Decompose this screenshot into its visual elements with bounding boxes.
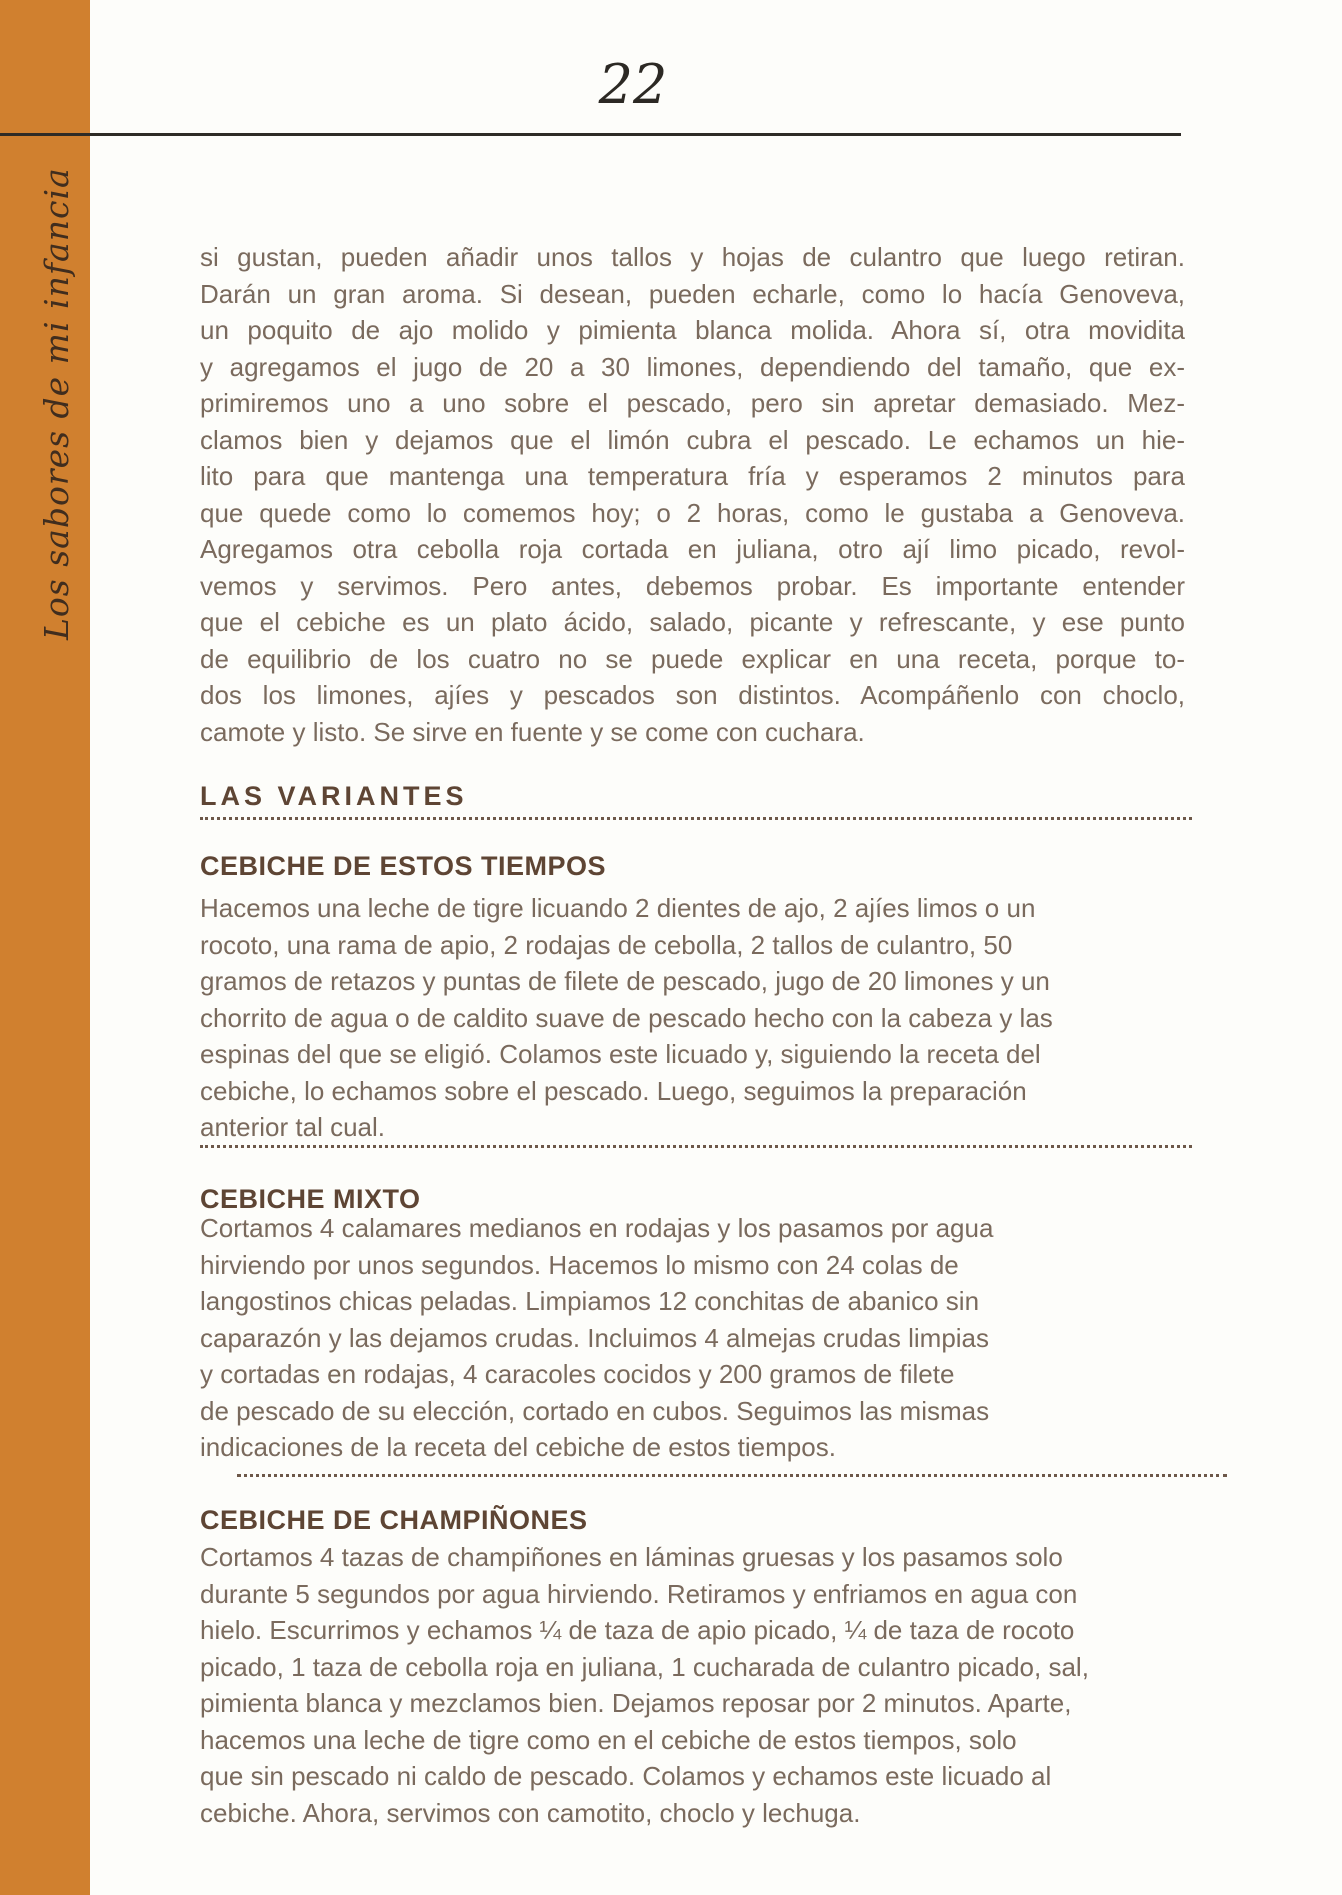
text-line: si gustan, pueden añadir unos tallos y hojas de culantro que luego retiran. (200, 242, 1185, 272)
text-line: que quede como lo comemos hoy; o 2 horas, como le gustaba a Genoveva. (200, 497, 1185, 528)
text-line: clamos bien y dejamos que el limón cubra el pescado. Le echamos un hie- (200, 424, 1185, 455)
text-line: anterior tal cual. (200, 1112, 385, 1142)
text-line: gramos de retazos y puntas de filete de pescado, jugo de 20 limones y un (200, 966, 1050, 996)
text-line: vemos y servimos. Pero antes, debemos probar. Es importante entender (200, 570, 1185, 601)
text-line: que el cebiche es un plato ácido, salado, picante y refrescante, y ese punto (200, 607, 1185, 637)
section-heading-las-variantes: LAS VARIANTES (200, 781, 468, 811)
text-line: cebiche. Ahora, servimos con camotito, choclo y lechuga. (200, 1797, 861, 1828)
text-line: langostinos chicas peladas. Limpiamos 12 conchitas de abanico sin (200, 1286, 980, 1316)
cebiche-mixto-paragraph (200, 1210, 1185, 1466)
text-line: Agregamos otra cebolla roja cortada en juliana, otro ají limo picado, revol- (200, 534, 1185, 564)
intro-paragraph (200, 239, 1185, 750)
text-line: camote y listo. Se sirve en fuente y se come con cuchara. (200, 716, 865, 747)
text-line: que sin pescado ni caldo de pescado. Colamos y echamos este licuado al (200, 1761, 1052, 1791)
page-number: 22 (598, 53, 668, 116)
dotted-divider (200, 817, 1192, 820)
text-line: Darán un gran aroma. Si desean, pueden echarle, como lo hacía Genoveva, (200, 278, 1185, 309)
text-line: de pescado de su elección, cortado en cubos. Seguimos las mismas (200, 1395, 990, 1426)
section-heading-cebiche-de-estos-tiempos: CEBICHE DE ESTOS TIEMPOS (200, 851, 607, 881)
dotted-divider (200, 1145, 1192, 1148)
cebiche-estos-tiempos-paragraph (200, 890, 1185, 1146)
chapter-title-vertical: Los sabores de mi infancia (37, 167, 76, 640)
cebiche-champinones-paragraph (200, 1539, 1185, 1831)
text-line: y cortadas en rodajas, 4 caracoles cocidos y 200 gramos de filete (200, 1359, 955, 1389)
section-heading-cebiche-mixto: CEBICHE MIXTO (200, 1184, 421, 1214)
text-line: Hacemos una leche de tigre licuando 2 dientes de ajo, 2 ajíes limos o un (200, 893, 1036, 923)
text-line: Cortamos 4 tazas de champiñones en láminas gruesas y los pasamos solo (200, 1542, 1063, 1572)
text-line: indicaciones de la receta del cebiche de estos tiempos. (200, 1432, 836, 1462)
text-line: dos los limones, ajíes y pescados son distintos. Acompáñenlo con choclo, (200, 680, 1185, 710)
text-line: hirviendo por unos segundos. Hacemos lo mismo con 24 colas de (200, 1249, 959, 1280)
text-line: primiremos uno a uno sobre el pescado, pero sin apretar demasiado. Mez- (200, 388, 1185, 418)
text-line: chorrito de agua o de caldito suave de pescado hecho con la cabeza y las (200, 1002, 1053, 1033)
text-line: hacemos una leche de tigre como en el cebiche de estos tiempos, solo (200, 1724, 1017, 1755)
text-line: hielo. Escurrimos y echamos ¼ de taza de apio picado, ¼ de taza de rocoto (200, 1615, 1075, 1645)
text-line: Cortamos 4 calamares medianos en rodajas y los pasamos por agua (200, 1213, 994, 1243)
text-line: picado, 1 taza de cebolla roja en juliana, 1 cucharada de culantro picado, sal, (200, 1651, 1089, 1682)
text-line: rocoto, una rama de apio, 2 rodajas de cebolla, 2 tallos de culantro, 50 (200, 929, 1013, 960)
section-heading-cebiche-de-champinones: CEBICHE DE CHAMPIÑONES (200, 1505, 588, 1535)
text-line: pimienta blanca y mezclamos bien. Dejamos reposar por 2 minutos. Aparte, (200, 1688, 1072, 1718)
text-line: cebiche, lo echamos sobre el pescado. Luego, seguimos la preparación (200, 1075, 1027, 1106)
text-line: y agregamos el jugo de 20 a 30 limones, dependiendo del tamaño, que ex- (200, 351, 1185, 382)
text-line: caparazón y las dejamos crudas. Incluimos 4 almejas crudas limpias (200, 1322, 990, 1353)
text-line: de equilibrio de los cuatro no se puede explicar en una receta, porque to- (200, 643, 1185, 674)
text-line: un poquito de ajo molido y pimienta blanca molida. Ahora sí, otra movidita (200, 315, 1185, 345)
text-line: durante 5 segundos por agua hirviendo. Retiramos y enfriamos en agua con (200, 1578, 1078, 1609)
text-line: espinas del que se eligió. Colamos este licuado y, siguiendo la receta del (200, 1039, 1041, 1069)
dotted-divider (237, 1474, 1227, 1477)
text-line: lito para que mantenga una temperatura fría y esperamos 2 minutos para (200, 461, 1185, 491)
header-rule (0, 133, 1181, 136)
